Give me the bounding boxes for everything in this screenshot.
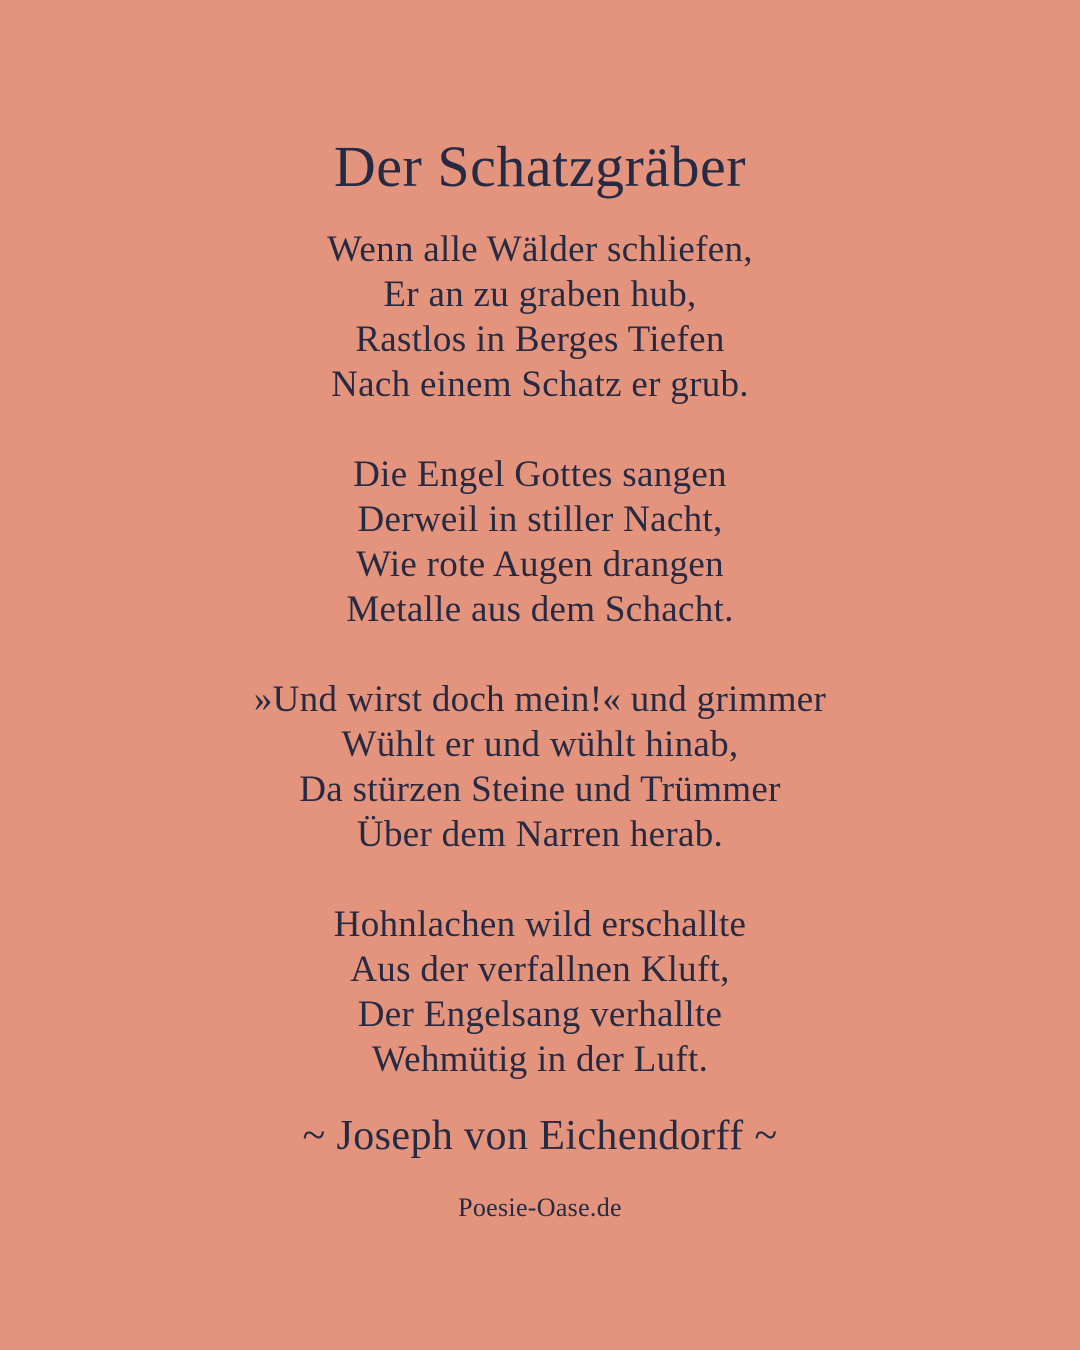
poem-line: Da stürzen Steine und Trümmer (299, 769, 781, 810)
poem-line: Derweil in stiller Nacht, (357, 499, 723, 540)
poem-line: Hohnlachen wild erschallte (333, 904, 747, 945)
stanza-1 (0, 227, 1080, 407)
site-credit: Poesie-Oase.de (458, 1193, 622, 1222)
poem-title: Der Schatzgräber (333, 134, 747, 199)
poem-line: Wie rote Augen drangen (356, 544, 724, 585)
poem-line: Wühlt er und wühlt hinab, (341, 724, 739, 765)
poem-line: Rastlos in Berges Tiefen (355, 319, 725, 360)
stanza-2 (0, 452, 1080, 632)
poem-body (0, 227, 1080, 1127)
poem-line: Wehmütig in der Luft. (371, 1039, 709, 1080)
poem-line: Aus der verfallnen Kluft, (350, 949, 730, 990)
stanza-3 (0, 677, 1080, 857)
poem-line: »Und wirst doch mein!« und grimmer (253, 679, 827, 720)
poem-line: Nach einem Schatz er grub. (331, 364, 749, 405)
poem-author: ~ Joseph von Eichendorff ~ (302, 1113, 778, 1159)
poem-line: Über dem Narren herab. (356, 814, 724, 855)
stanza-4 (0, 902, 1080, 1082)
poem-line: Er an zu graben hub, (383, 274, 697, 315)
poem-line: Der Engelsang verhallte (357, 994, 723, 1035)
poem-line: Wenn alle Wälder schliefen, (327, 229, 753, 270)
poem-line: Die Engel Gottes sangen (353, 454, 727, 495)
poem-line: Metalle aus dem Schacht. (346, 589, 734, 630)
